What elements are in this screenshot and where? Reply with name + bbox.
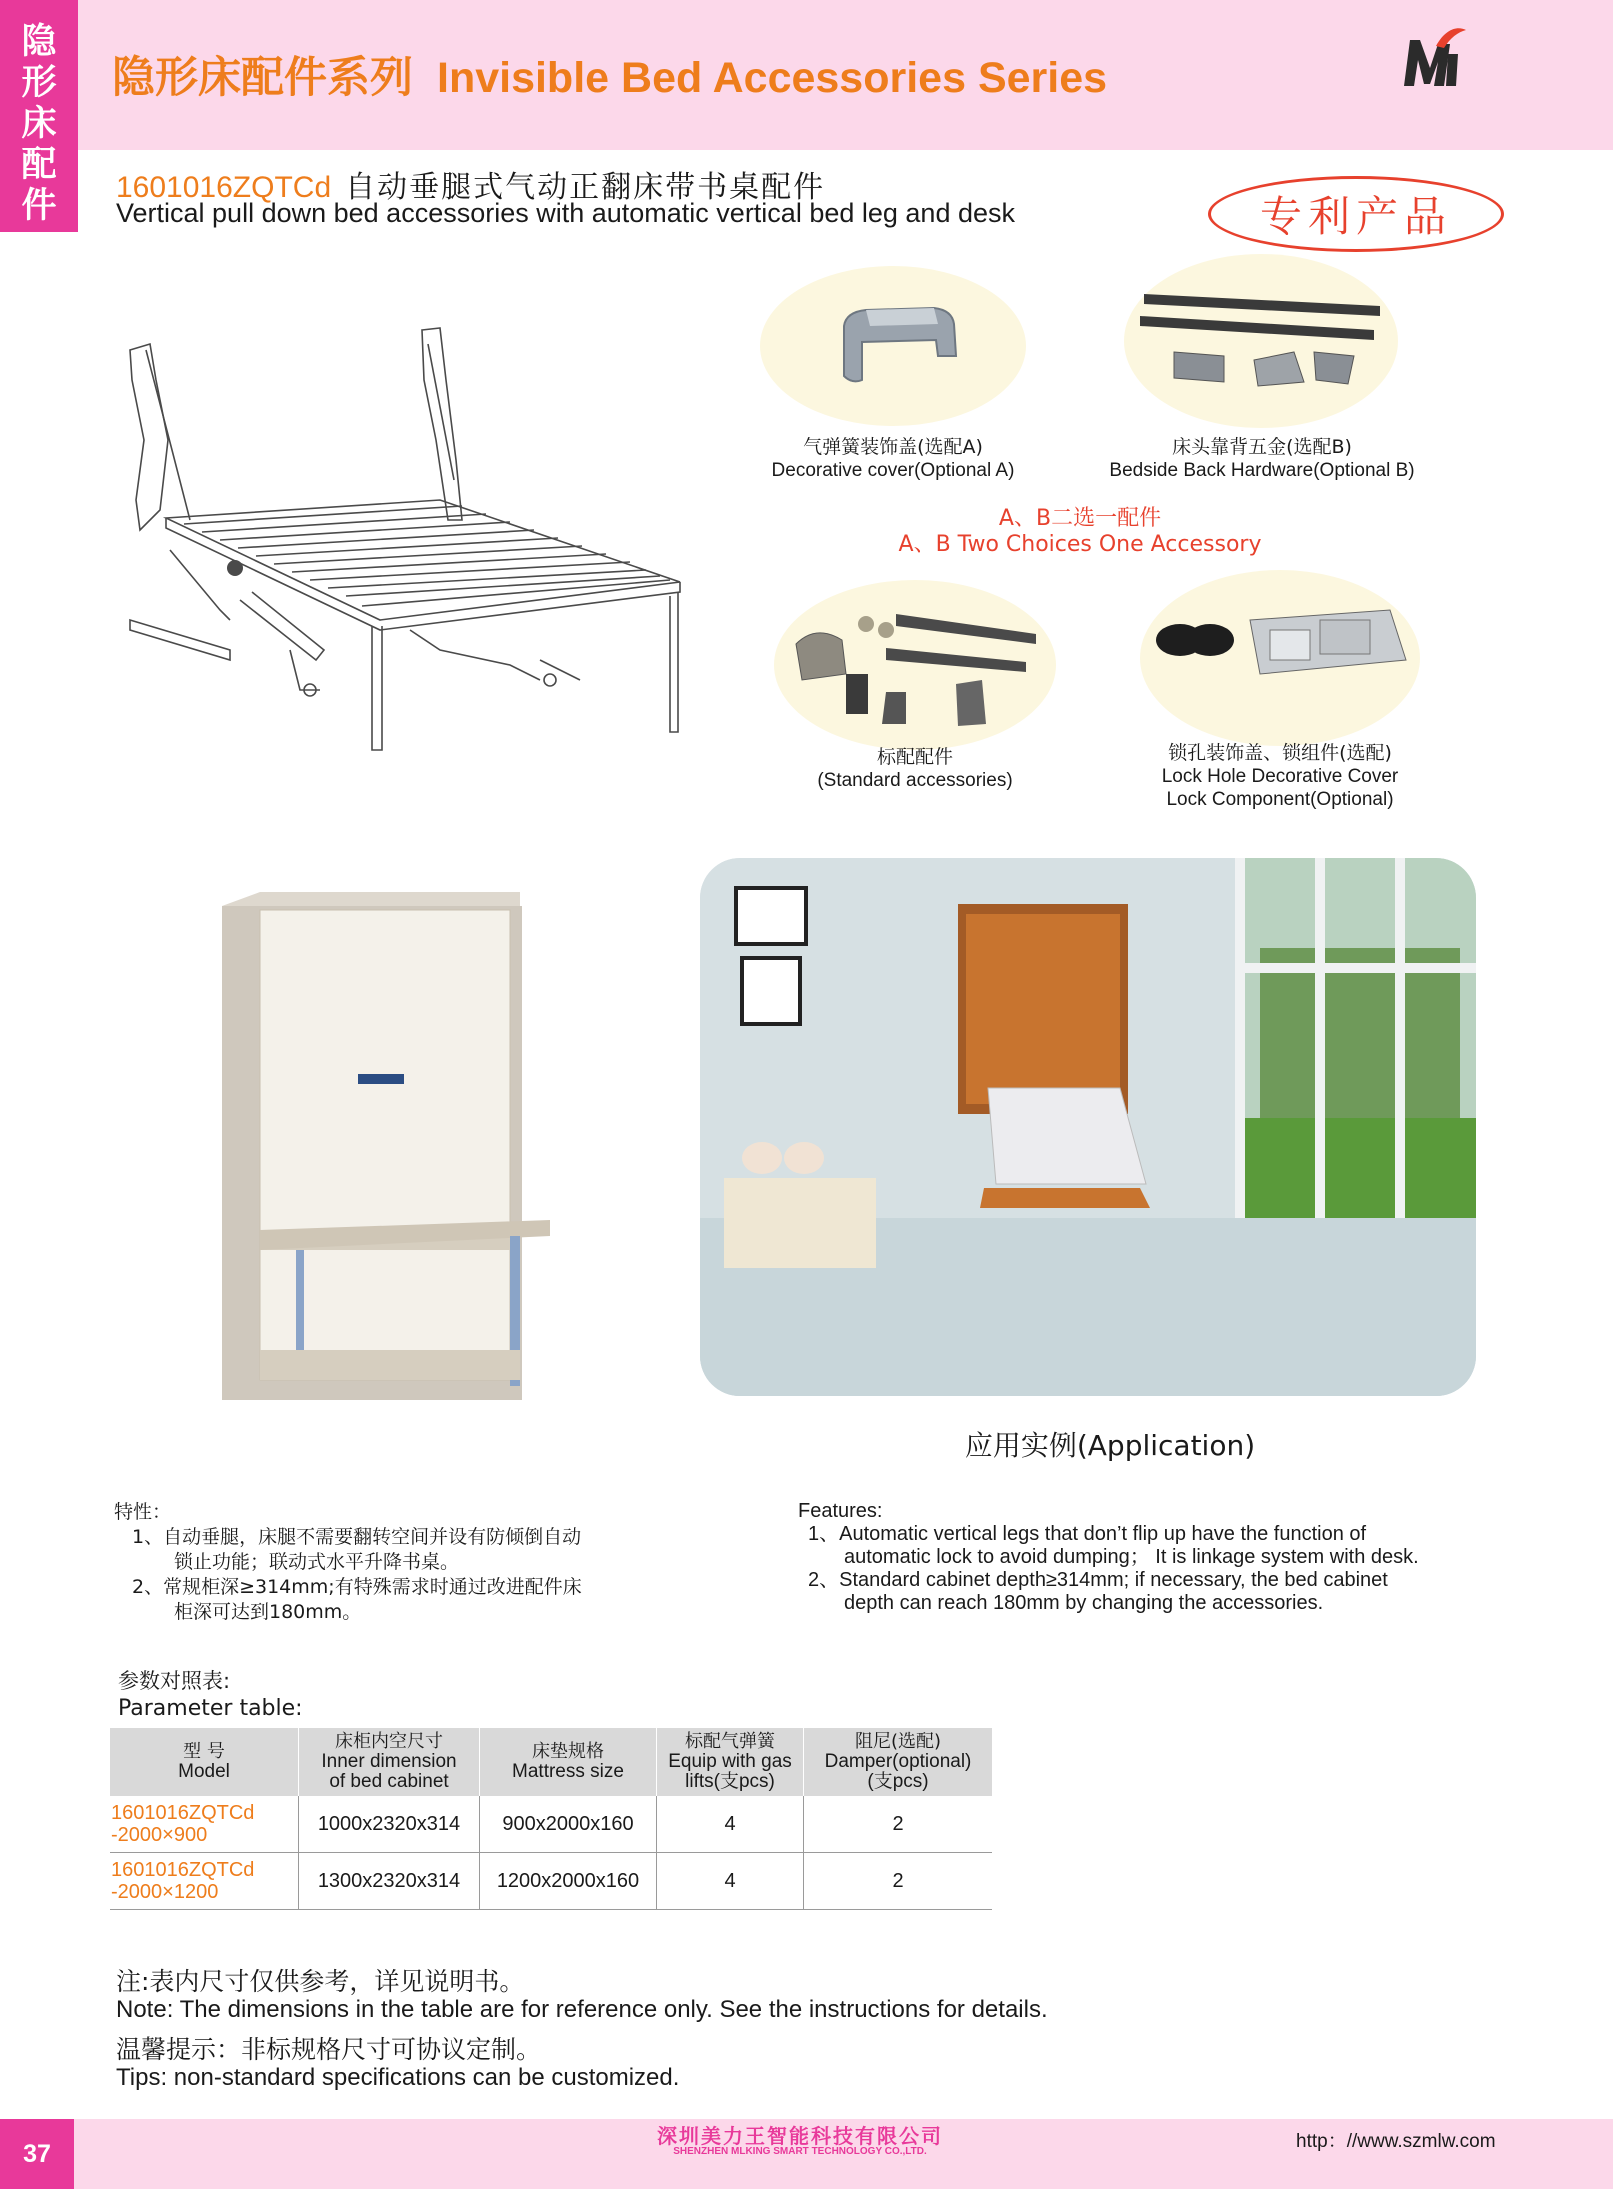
application-scene-image (700, 858, 1476, 1396)
parameter-table-title (118, 1668, 303, 1722)
brand-logo-icon (1400, 24, 1470, 94)
parameter-table-title-cn: 参数对照表: (118, 1669, 231, 1693)
choice-note (880, 506, 1280, 558)
website-link[interactable]: http：//www.szmlw.com (1296, 2131, 1496, 2152)
standard-accessories-en: (Standard accessories) (817, 770, 1013, 791)
accessory-a-caption (760, 436, 1026, 482)
header-inner-en1: Inner dimension (321, 1751, 457, 1772)
side-tab-label: 隐形床配件 (21, 22, 57, 226)
features-en-item1-line1: 1、Automatic vertical legs that don’t flip up have the function of (808, 1523, 1367, 1545)
features-cn-item1-line2: 锁止功能；联动式水平升降书桌。 (174, 1551, 460, 1573)
features-en-item2-line1: 2、Standard cabinet depth≥314mm; if necessary, the bed cabinet (808, 1569, 1388, 1591)
features-cn-item2-line2: 柜深可达到180mm。 (174, 1601, 362, 1623)
series-title-cn: 隐形床配件系列 (112, 53, 413, 103)
product-title-en: Vertical pull down bed accessories with automatic vertical bed leg and desk (116, 198, 1015, 228)
row-mattress: 1200x2000x160 (480, 1853, 657, 1910)
note-cn: 注:表内尺寸仅供参考，详见说明书。 (116, 1967, 525, 1996)
header-model-cn: 型 号 (183, 1741, 225, 1762)
lock-accessories-cn: 锁孔装饰盖、锁组件(选配) (1168, 742, 1392, 764)
accessory-a-cn: 气弹簧装饰盖(选配A) (803, 436, 983, 458)
features-en (798, 1500, 1518, 1615)
patent-badge: 专利产品 (1208, 176, 1504, 252)
header-damper-en2: (支pcs) (867, 1771, 929, 1792)
company-name-en: SHENZHEN MLKING SMART TECHNOLOGY CO.,LTD. (673, 2146, 927, 2157)
header-lifts-cn: 标配气弹簧 (685, 1731, 775, 1752)
row-model-line1: 1601016ZQTCd (111, 1859, 255, 1881)
standard-accessories-image (786, 604, 1048, 744)
row-model (110, 1853, 299, 1910)
standard-accessories-cn: 标配配件 (876, 746, 953, 768)
tips-cn: 温馨提示：非标规格尺寸可协议定制。 (116, 2035, 542, 2064)
features-en-item2-line2: depth can reach 180mm by changing the accessories. (844, 1592, 1324, 1614)
lock-accessories-en1: Lock Hole Decorative Cover (1161, 766, 1399, 787)
features-cn-item2-line1: 2、常规柜深≥314mm;有特殊需求时通过改进配件床 (132, 1576, 582, 1598)
row-damper: 2 (804, 1796, 993, 1853)
header-damper-en1: Damper(optional) (824, 1751, 972, 1772)
cabinet-desk-illustration (220, 890, 560, 1410)
application-caption: 应用实例(Application) (964, 1429, 1256, 1462)
bed-frame-illustration (110, 320, 700, 760)
row-lifts: 4 (657, 1853, 804, 1910)
lock-component-image (1150, 600, 1416, 710)
application-photo (700, 858, 1476, 1396)
table-header-row (110, 1728, 992, 1796)
parameter-table (110, 1728, 992, 1910)
features-en-item1-line2: automatic lock to avoid dumping； It is linkage system with desk. (844, 1546, 1419, 1568)
features-cn (114, 1500, 734, 1625)
row-model-line1: 1601016ZQTCd (111, 1802, 255, 1824)
accessory-a-en: Decorative cover(Optional A) (771, 460, 1015, 481)
page-number: 37 (0, 2119, 74, 2189)
row-inner: 1300x2320x314 (299, 1853, 480, 1910)
row-lifts: 4 (657, 1796, 804, 1853)
header-lifts-en1: Equip with gas (668, 1751, 792, 1772)
series-title-en: Invisible Bed Accessories Series (437, 54, 1108, 102)
row-model-line2: -2000×1200 (111, 1881, 219, 1903)
bedside-hardware-image (1134, 286, 1390, 406)
header-inner-cn: 床柜内空尺寸 (335, 1731, 443, 1752)
series-title (112, 44, 1107, 105)
header-mattress-en: Mattress size (512, 1761, 624, 1782)
accessory-b-cn: 床头靠背五金(选配B) (1172, 436, 1352, 458)
row-model (110, 1796, 299, 1853)
parameter-table-title-en: Parameter table: (118, 1696, 303, 1721)
table-row (110, 1853, 992, 1910)
header-mattress-cn: 床垫规格 (532, 1741, 604, 1762)
accessory-b-en: Bedside Back Hardware(Optional B) (1109, 460, 1415, 481)
features-en-heading: Features: (798, 1500, 883, 1522)
header-damper-cn: 阻尼(选配) (854, 1731, 942, 1752)
header-damper (804, 1728, 993, 1796)
note-en: Note: The dimensions in the table are for reference only. See the instructions for details. (116, 1996, 1048, 2023)
choice-note-en: A、B Two Choices One Accessory (898, 532, 1262, 557)
table-row (110, 1796, 992, 1853)
header-model (110, 1728, 299, 1796)
features-cn-heading: 特性： (114, 1501, 172, 1523)
header-lifts (657, 1728, 804, 1796)
choice-note-cn: A、B二选一配件 (998, 506, 1162, 531)
product-code: 1601016ZQTCd (116, 171, 332, 204)
row-inner: 1000x2320x314 (299, 1796, 480, 1853)
accessory-b-caption (1092, 436, 1432, 482)
company-name-cn: 深圳美力王智能科技有限公司 (657, 2124, 943, 2148)
row-mattress: 900x2000x160 (480, 1796, 657, 1853)
lock-accessories-caption (1092, 742, 1468, 811)
header-inner (299, 1728, 480, 1796)
product-title-cn: 自动垂腿式气动正翻床带书桌配件 (345, 170, 826, 205)
row-model-line2: -2000×900 (111, 1824, 208, 1846)
header-model-en: Model (178, 1761, 230, 1782)
standard-accessories-caption (774, 746, 1056, 792)
row-damper: 2 (804, 1853, 993, 1910)
lock-accessories-en2: Lock Component(Optional) (1166, 789, 1394, 810)
header-lifts-en2: lifts(支pcs) (685, 1771, 775, 1792)
header-inner-en2: of bed cabinet (329, 1771, 449, 1792)
tips-en: Tips: non-standard specifications can be customized. (116, 2064, 680, 2091)
decorative-cover-image (826, 296, 966, 396)
features-cn-item1-line1: 1、自动垂腿，床腿不需要翻转空间并设有防倾倒自动 (132, 1526, 582, 1548)
header-mattress (480, 1728, 657, 1796)
